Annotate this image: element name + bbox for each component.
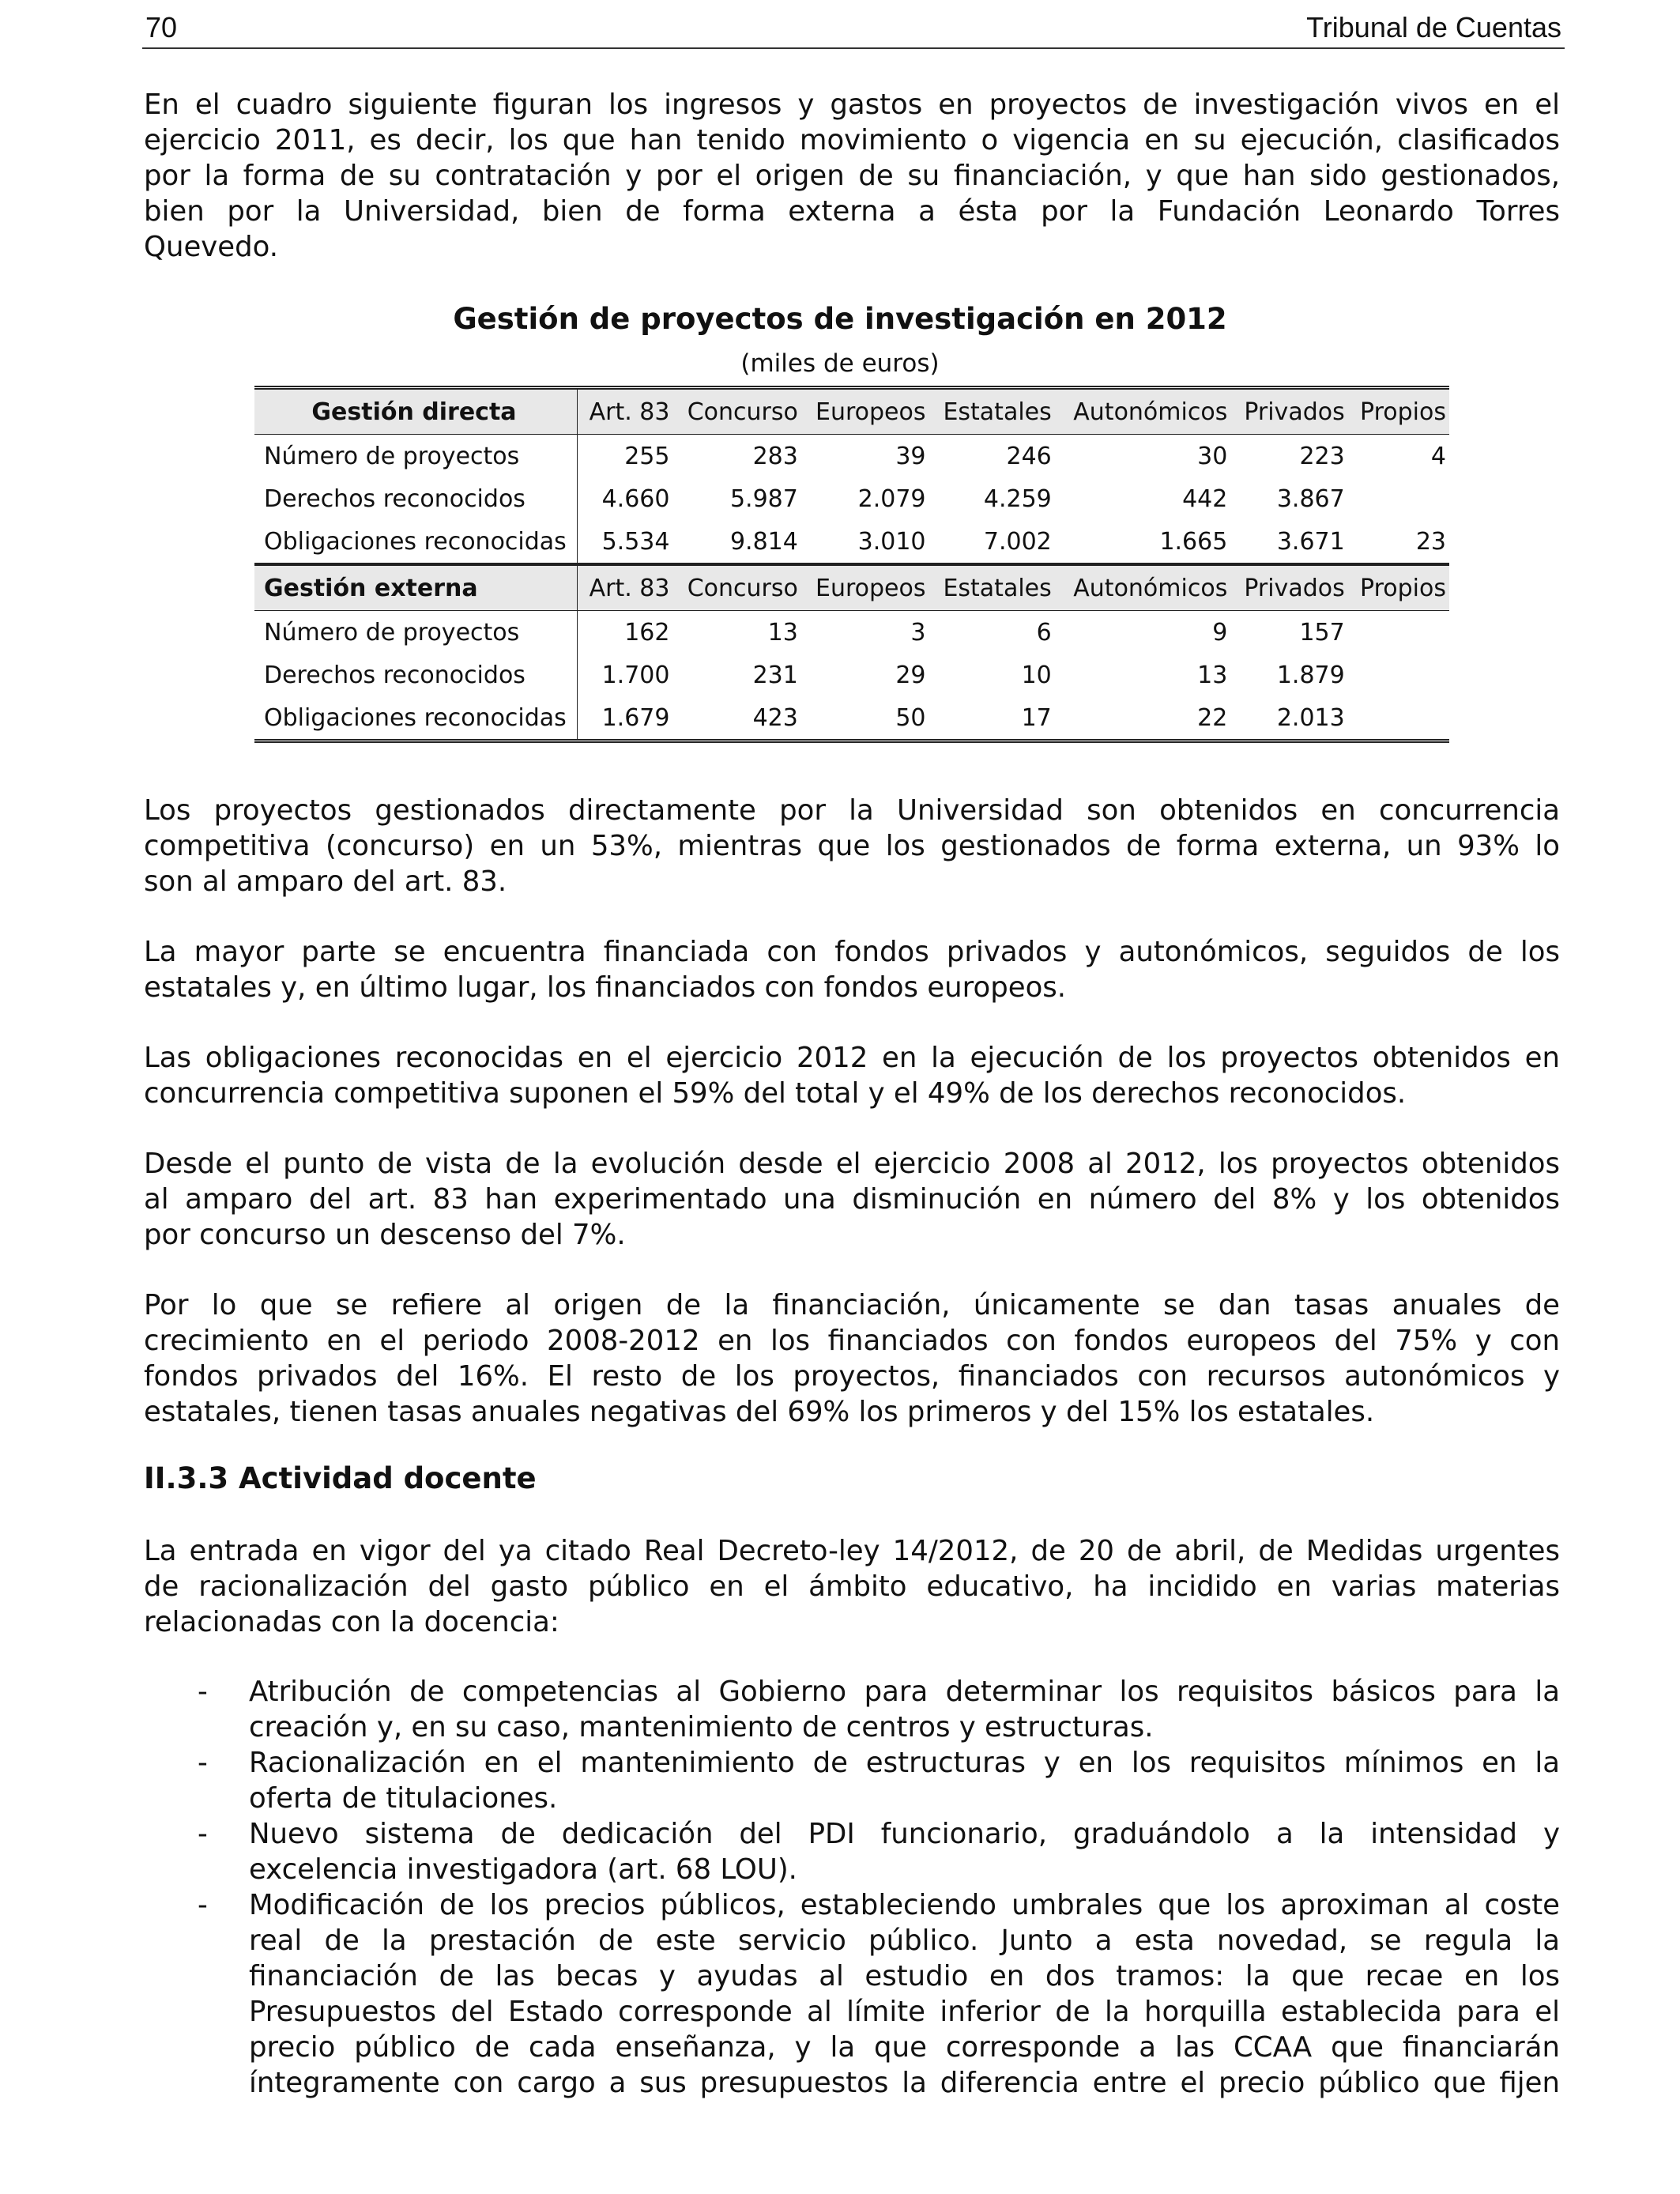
table-cell: 246 bbox=[1006, 442, 1052, 470]
table-cell: 423 bbox=[672, 696, 800, 741]
column-header: Privados bbox=[1230, 388, 1347, 435]
bullet-dash: - bbox=[198, 1747, 208, 1779]
table-cell: 9.814 bbox=[729, 527, 798, 556]
text-line: precio público de cada enseñanza, y la que corresponde a las CCAA que financiarán bbox=[249, 2031, 1560, 2064]
text-line: bien por la Universidad, bien de forma externa a ésta por la Fundación Leonardo Torres bbox=[144, 195, 1560, 228]
table-row bbox=[254, 520, 1449, 564]
table-cell: 5.987 bbox=[729, 484, 798, 513]
research-projects-table bbox=[254, 386, 1449, 743]
text-line: oferta de titulaciones. bbox=[249, 1782, 558, 1815]
text-line: relacionadas con la docencia: bbox=[144, 1606, 559, 1638]
column-header: Privados bbox=[1230, 564, 1347, 611]
text-line: por concurso un descenso del 7%. bbox=[144, 1219, 626, 1251]
table-cell: 162 bbox=[578, 611, 673, 654]
table-cell: 13 bbox=[767, 618, 798, 647]
table-cell: 30 bbox=[1197, 442, 1228, 470]
table-title: Gestión de proyectos de investigación en 2012 bbox=[453, 302, 1227, 336]
table-cell bbox=[1348, 477, 1449, 520]
table-cell: 5.534 bbox=[578, 520, 673, 564]
column-header: Propios bbox=[1348, 388, 1449, 435]
column-header: Autonómicos bbox=[1055, 564, 1231, 611]
table-cell bbox=[1348, 654, 1449, 696]
column-header: Autonómicos bbox=[1055, 388, 1231, 435]
table-cell: 231 bbox=[752, 661, 798, 689]
column-header: Estatales bbox=[929, 564, 1055, 611]
row-label: Derechos reconocidos bbox=[264, 484, 525, 513]
text-line: real de la prestación de este servicio público. Junto a esta novedad, se regula la bbox=[249, 1924, 1560, 1957]
column-header: Propios bbox=[1348, 564, 1449, 611]
page-header bbox=[142, 6, 1565, 49]
table-cell: 39 bbox=[895, 442, 926, 470]
table-cell: 10 bbox=[1021, 661, 1052, 689]
body-paragraph bbox=[144, 793, 1560, 899]
text-line: fondos privados del 16%. El resto de los proyectos, financiados con recursos autonómicos y bbox=[144, 1360, 1560, 1393]
table-cell: 2.013 bbox=[1230, 696, 1347, 741]
column-header: Europeos bbox=[801, 564, 929, 611]
intro-paragraph bbox=[144, 87, 1560, 265]
table-cell: 17 bbox=[929, 696, 1055, 741]
text-line: Atribución de competencias al Gobierno para determinar los requisitos básicos para la bbox=[249, 1676, 1560, 1708]
table-cell: 157 bbox=[1299, 618, 1345, 647]
text-line: concurrencia competitiva suponen el 59% del total y el 49% de los derechos reconocidos. bbox=[144, 1077, 1407, 1110]
table-cell: 7.002 bbox=[983, 527, 1052, 556]
row-label: Obligaciones reconocidas bbox=[254, 696, 578, 741]
table-cell: 2.079 bbox=[857, 484, 926, 513]
bullet-dash: - bbox=[198, 1889, 208, 1921]
text-line: La mayor parte se encuentra financiada con fondos privados y autonómicos, seguidos de los bbox=[144, 936, 1560, 968]
column-header: Europeos bbox=[801, 388, 929, 435]
table-cell: 3.671 bbox=[1276, 527, 1345, 556]
table-cell: 6 bbox=[1036, 618, 1052, 647]
text-line: Racionalización en el mantenimiento de estructuras y en los requisitos mínimos en la bbox=[249, 1747, 1560, 1779]
text-line: creación y, en su caso, mantenimiento de centros y estructuras. bbox=[249, 1711, 1154, 1744]
text-line: son al amparo del art. 83. bbox=[144, 865, 507, 898]
bullet-dash: - bbox=[198, 1676, 208, 1708]
section-label: Gestión directa bbox=[254, 388, 578, 435]
row-label: Obligaciones reconocidas bbox=[264, 527, 567, 556]
table-cell bbox=[1348, 611, 1449, 654]
column-header: Art. 83 bbox=[578, 564, 673, 611]
text-line: competitiva (concurso) en un 53%, mientras que los gestionados de forma externa, un 93% lo bbox=[144, 830, 1560, 862]
table-row bbox=[254, 477, 1449, 520]
body-paragraph bbox=[144, 934, 1560, 1005]
row-label: Número de proyectos bbox=[264, 442, 520, 470]
table-cell: 4.660 bbox=[578, 477, 673, 520]
text-line: crecimiento en el periodo 2008-2012 en los financiados con fondos europeos del 75% y con bbox=[144, 1325, 1560, 1357]
table-cell: 3.867 bbox=[1276, 484, 1345, 513]
column-header: Estatales bbox=[929, 388, 1055, 435]
text-line: Desde el punto de vista de la evolución desde el ejercicio 2008 al 2012, los proyectos obtenidos bbox=[144, 1148, 1560, 1180]
table-cell: 3.010 bbox=[857, 527, 926, 556]
table-cell: 9 bbox=[1212, 618, 1228, 647]
column-header: Art. 83 bbox=[578, 388, 673, 435]
table-cell: 23 bbox=[1415, 527, 1446, 556]
bullet-dash: - bbox=[198, 1818, 208, 1850]
body-paragraph bbox=[144, 1533, 1560, 1640]
table-cell: 13 bbox=[1197, 661, 1228, 689]
text-line: La entrada en vigor del ya citado Real Decreto-ley 14/2012, de 20 de abril, de Medidas urgentes bbox=[144, 1535, 1560, 1567]
text-line: Quevedo. bbox=[144, 231, 279, 263]
text-line: estatales, tienen tasas anuales negativas del 69% los primeros y del 15% los estatales. bbox=[144, 1396, 1375, 1428]
row-label: Número de proyectos bbox=[264, 618, 520, 647]
table-cell bbox=[1348, 696, 1449, 741]
table-cell: 442 bbox=[1182, 484, 1228, 513]
text-line: al amparo del art. 83 han experimentado una disminución en número del 8% y los obtenidos bbox=[144, 1183, 1560, 1216]
text-line: Presupuestos del Estado corresponde al límite inferior de la horquilla establecida para el bbox=[249, 1996, 1560, 2028]
column-header: Concurso bbox=[672, 388, 800, 435]
text-line: excelencia investigadora (art. 68 LOU). bbox=[249, 1853, 797, 1886]
body-paragraph bbox=[144, 1287, 1560, 1430]
page-number: 70 bbox=[145, 11, 178, 43]
text-line: íntegramente con cargo a sus presupuestos la diferencia entre el precio público que fijen bbox=[249, 2067, 1560, 2099]
table-cell: 1.679 bbox=[578, 696, 673, 741]
text-line: Nuevo sistema de dedicación del PDI funcionario, graduándolo a la intensidad y bbox=[249, 1818, 1560, 1850]
text-line: En el cuadro siguiente figuran los ingresos y gastos en proyectos de investigación vivos en el bbox=[144, 89, 1560, 121]
text-line: financiación de las becas y ayudas al estudio en dos tramos: la que recae en los bbox=[249, 1960, 1560, 1992]
table-cell: 3 bbox=[910, 618, 926, 647]
text-line: de racionalización del gasto público en el ámbito educativo, ha incidido en varias materias bbox=[144, 1570, 1560, 1603]
section-label: Gestión externa bbox=[254, 564, 578, 611]
section-heading: II.3.3 Actividad docente bbox=[144, 1461, 537, 1495]
text-line: Las obligaciones reconocidas en el ejercicio 2012 en la ejecución de los proyectos obtenidos en bbox=[144, 1042, 1560, 1074]
text-line: Modificación de los precios públicos, estableciendo umbrales que los aproximan al coste bbox=[249, 1889, 1560, 1921]
text-line: estatales y, en último lugar, los financiados con fondos europeos. bbox=[144, 971, 1067, 1004]
text-line: Por lo que se refiere al origen de la financiación, únicamente se dan tasas anuales de bbox=[144, 1289, 1560, 1321]
header-title: Tribunal de Cuentas bbox=[1306, 11, 1561, 43]
text-line: por la forma de su contratación y por el origen de su financiación, y que han sido gestionados, bbox=[144, 160, 1560, 192]
table-cell: 223 bbox=[1299, 442, 1345, 470]
table-cell: 1.879 bbox=[1276, 661, 1345, 689]
table-cell: 50 bbox=[801, 696, 929, 741]
table-row bbox=[254, 654, 1449, 696]
table-cell: 1.700 bbox=[578, 654, 673, 696]
table-cell: 283 bbox=[752, 442, 798, 470]
body-paragraph bbox=[144, 1040, 1560, 1111]
table-cell: 4 bbox=[1430, 442, 1446, 470]
table-cell: 255 bbox=[578, 435, 673, 478]
table-cell: 29 bbox=[895, 661, 926, 689]
table-cell: 22 bbox=[1055, 696, 1231, 741]
text-line: ejercicio 2011, es decir, los que han tenido movimiento o vigencia en su ejecución, clasificados bbox=[144, 124, 1560, 156]
table-cell: 1.665 bbox=[1159, 527, 1228, 556]
table-header-row bbox=[254, 564, 1449, 611]
table-row bbox=[254, 611, 1449, 654]
table-subtitle: (miles de euros) bbox=[740, 349, 940, 378]
text-line: Los proyectos gestionados directamente por la Universidad son obtenidos en concurrencia bbox=[144, 794, 1560, 827]
table-row bbox=[254, 696, 1449, 741]
table-cell: 4.259 bbox=[983, 484, 1052, 513]
column-header: Concurso bbox=[672, 564, 800, 611]
table-header-row bbox=[254, 388, 1449, 435]
table-row bbox=[254, 435, 1449, 478]
row-label: Derechos reconocidos bbox=[264, 661, 525, 689]
body-paragraph bbox=[144, 1146, 1560, 1253]
